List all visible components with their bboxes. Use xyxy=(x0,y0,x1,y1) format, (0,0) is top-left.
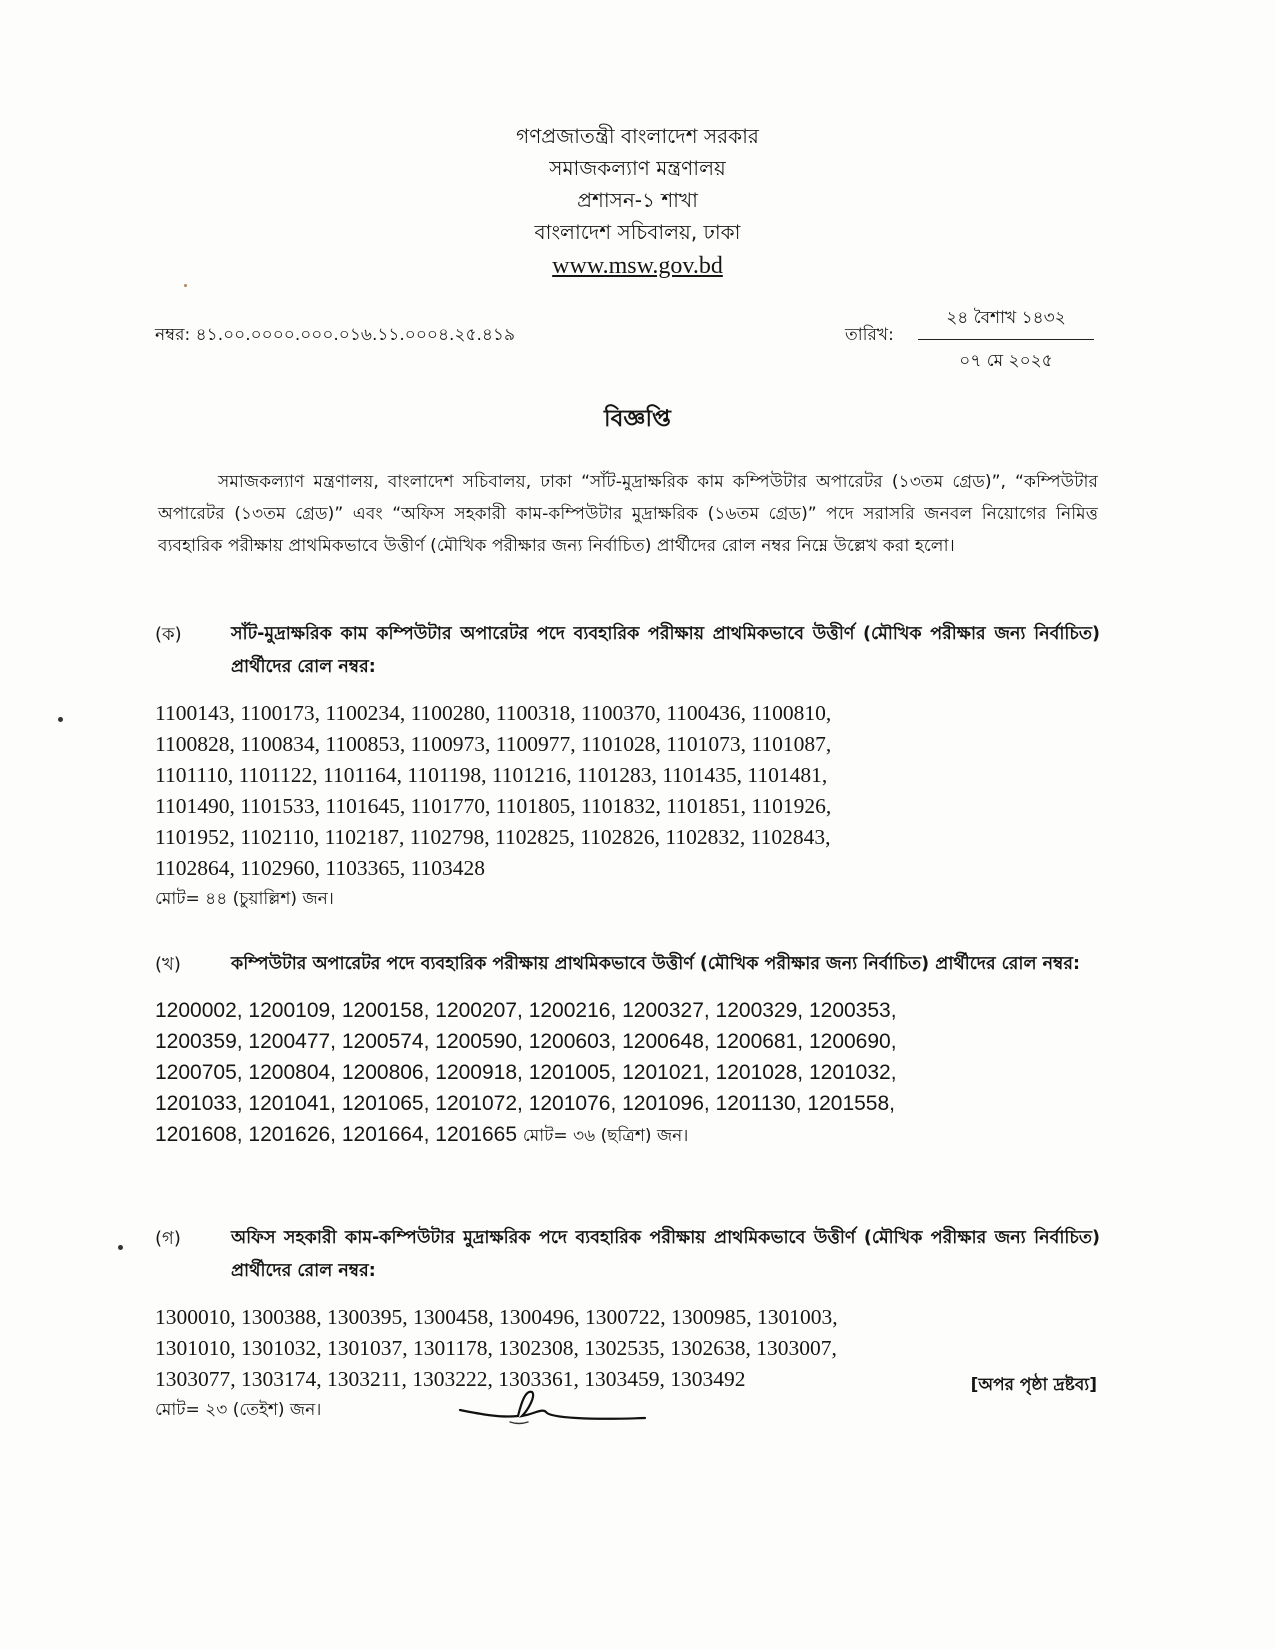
section-total: মোট= ২৩ (তেইশ) জন। xyxy=(155,1400,322,1420)
section-heading xyxy=(155,948,1100,981)
branch-name: প্রশাসন-১ শাখা xyxy=(577,188,698,212)
scan-speck xyxy=(118,1245,123,1250)
section-heading-text: কম্পিউটার অপারেটর পদে ব্যবহারিক পরীক্ষায় প্রাথমিকভাবে উত্তীর্ণ (মৌখিক পরীক্ষার জন্য নির্বাচিত) প্রার্থীদের রোল নম্বর: xyxy=(231,954,1080,974)
section-label: (গ) xyxy=(155,1228,181,1249)
section-heading-text: অফিস সহকারী কাম-কম্পিউটার মুদ্রাক্ষরিক পদে ব্যবহারিক পরীক্ষায় প্রাথমিকভাবে উত্তীর্ণ (মৌখিক পরীক্ষার জন্য নির্বাচিত) প্রার্থীদের রোল নম্বর: xyxy=(231,1228,1100,1281)
roll-row: 1100143, 1100173, 1100234, 1100280, 1100318, 1100370, 1100436, 1100810, xyxy=(155,701,832,725)
notice-title: বিজ্ঞপ্তি xyxy=(604,406,671,432)
roll-row: 1200359, 1200477, 1200574, 1200590, 1200603, 1200648, 1200681, 1200690, xyxy=(155,1030,897,1053)
roll-number-list xyxy=(155,698,1100,884)
section-label: (খ) xyxy=(155,954,181,975)
section-ka xyxy=(155,618,1100,914)
date-bangla: ২৪ বৈশাখ ১৪৩২ xyxy=(918,305,1094,340)
roll-row: 1102864, 1102960, 1103365, 1103428 xyxy=(155,856,486,880)
website-link[interactable]: www.msw.gov.bd xyxy=(552,253,723,279)
roll-number-list xyxy=(155,995,1100,1152)
roll-row-numbers: 1201608, 1201626, 1201664, 1201665 xyxy=(155,1123,518,1146)
section-label: (ক) xyxy=(155,624,182,645)
roll-row: 1101110, 1101122, 1101164, 1101198, 1101216, 1101283, 1101435, 1101481, xyxy=(155,763,828,787)
intro-paragraph: সমাজকল্যাণ মন্ত্রণালয়, বাংলাদেশ সচিবালয়, ঢাকা “সাঁট-মুদ্রাক্ষরিক কাম কম্পিউটার অপারেটর (১৩তম গ্রেড)”, “কম্পিউটার অপারেটর (১৩তম গ্রেড)” এবং “অফিস সহকারী কাম-কম্পিউটার মুদ্রাক্ষরিক (১৬তম গ্রেড)” পদে সরাসরি জনবল নিয়োগের নিমিত্ত ব্যবহারিক পরীক্ষায় প্রাথমিকভাবে উত্তীর্ণ (মৌখিক পরীক্ষার জন্য নির্বাচিত) প্রার্থীদের রোল নম্বর নিম্নে উল্লেখ করা হলো। xyxy=(158,472,1098,556)
memo-number: নম্বর: ৪১.০০.০০০০.০০০.০১৬.১১.০০০৪.২৫.৪১৯ xyxy=(155,325,515,345)
roll-row: 1101952, 1102110, 1102187, 1102798, 1102825, 1102826, 1102832, 1102843, xyxy=(155,825,831,849)
roll-row: 1200002, 1200109, 1200158, 1200207, 1200216, 1200327, 1200329, 1200353, xyxy=(155,999,897,1022)
date-block xyxy=(918,305,1094,376)
section-heading xyxy=(155,1222,1100,1288)
roll-row: 1101490, 1101533, 1101645, 1101770, 1101805, 1101832, 1101851, 1101926, xyxy=(155,794,832,818)
roll-row: 1100828, 1100834, 1100853, 1100973, 1100977, 1101028, 1101073, 1101087, xyxy=(155,732,832,756)
roll-row: 1303077, 1303174, 1303211, 1303222, 1303361, 1303459, 1303492 xyxy=(155,1367,746,1391)
letterhead xyxy=(0,120,1275,282)
continued-note: [অপর পৃষ্ঠা দ্রষ্টব্য] xyxy=(970,1375,1097,1395)
office-location: বাংলাদেশ সচিবালয়, ঢাকা xyxy=(534,220,741,244)
date-label: তারিখ: xyxy=(845,325,894,345)
roll-row: 1301010, 1301032, 1301037, 1301178, 1302308, 1302535, 1302638, 1303007, xyxy=(155,1336,837,1360)
scan-speck xyxy=(184,284,187,287)
roll-row xyxy=(155,1119,1100,1152)
section-heading xyxy=(155,618,1100,684)
roll-row: 1200705, 1200804, 1200806, 1200918, 1201005, 1201021, 1201028, 1201032, xyxy=(155,1061,897,1084)
signature xyxy=(450,1380,650,1440)
government-name: গণপ্রজাতন্ত্রী বাংলাদেশ সরকার xyxy=(516,124,759,148)
date-english: ০৭ মে ২০২৫ xyxy=(959,351,1053,371)
section-heading-text: সাঁট-মুদ্রাক্ষরিক কাম কম্পিউটার অপারেটর পদে ব্যবহারিক পরীক্ষায় প্রাথমিকভাবে উত্তীর্ণ (মৌখিক পরীক্ষার জন্য নির্বাচিত) প্রার্থীদের রোল নম্বর: xyxy=(231,624,1100,677)
ministry-name: সমাজকল্যাণ মন্ত্রণালয় xyxy=(549,156,726,180)
section-total: মোট= ৩৬ (ছত্রিশ) জন। xyxy=(522,1126,689,1146)
section-kha xyxy=(155,948,1100,1152)
roll-row: 1201033, 1201041, 1201065, 1201072, 1201076, 1201096, 1201130, 1201558, xyxy=(155,1092,895,1115)
scan-speck xyxy=(58,717,63,722)
section-total: মোট= ৪৪ (চুয়াল্লিশ) জন। xyxy=(155,889,334,909)
roll-row: 1300010, 1300388, 1300395, 1300458, 1300496, 1300722, 1300985, 1301003, xyxy=(155,1305,838,1329)
